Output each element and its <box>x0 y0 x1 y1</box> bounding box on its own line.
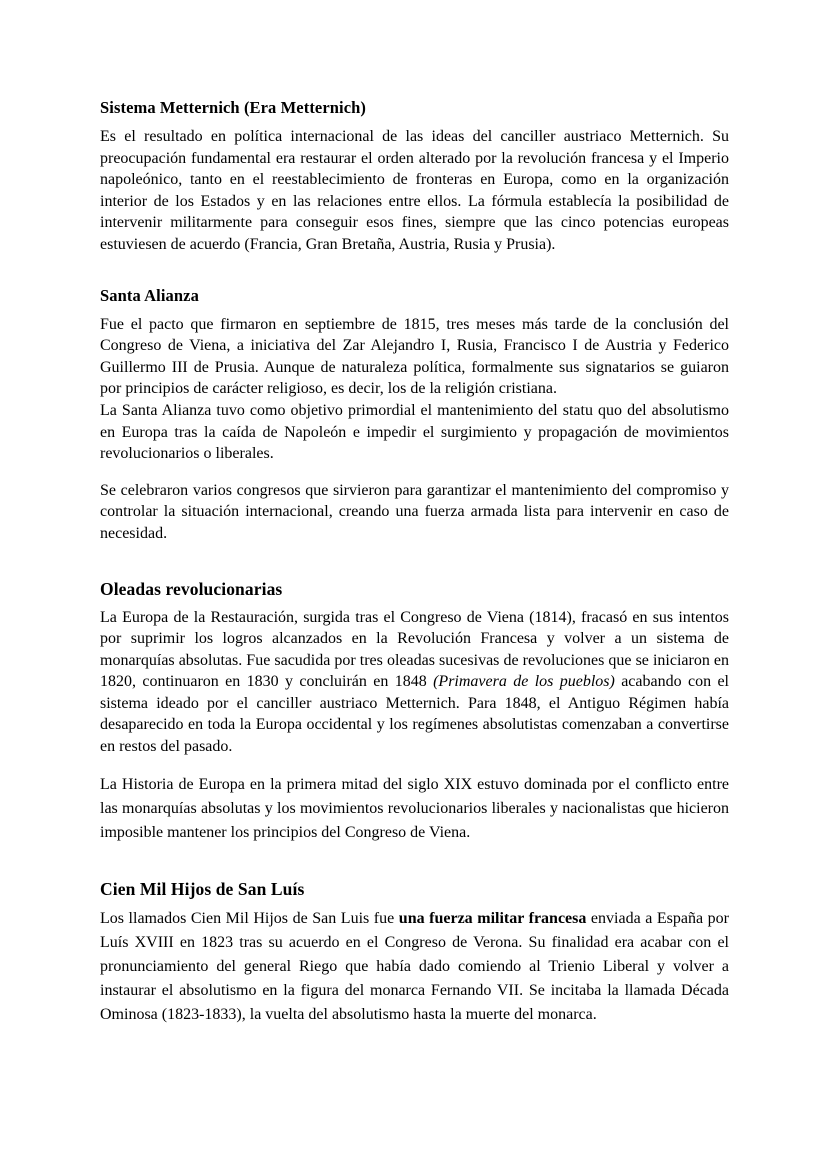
paragraph-oleadas-p2 <box>100 773 729 845</box>
spacer <box>100 118 729 126</box>
paragraph-cien-mil-p1 <box>100 907 729 1027</box>
text-run: enviada a España por Luís XVIII en 1823 tras su acuerdo en el Congreso de Verona. Su finalidad era acabar con el pronunciamiento del general Riego que había dado comiendo al Trienio Liberal y volver a instaurar el absolutismo en la figura del monarca Fernando VII. Se incitaba la llamada Década Ominosa (1823-1833), la vuelta del absolutismo hasta la muerte del monarca. <box>100 909 729 1023</box>
text-run: La Europa de la Restauración, surgida tras el Congreso de Viena (1814), fracasó en sus intentos por suprimir los logros alcanzados en la Revolución Francesa y volver a un sistema de monarquías absolutas. Fue sacudida por tres oleadas sucesivas de revoluciones que se iniciaron en 1820, continuaron en 1830 y concluirán en 1848 <box>100 608 729 691</box>
paragraph-oleadas-p1 <box>100 607 729 758</box>
section-heading-cien-mil-hijos-de-san-luis: Cien Mil Hijos de San Luís <box>100 878 305 899</box>
paragraph-santa-alianza-p3 <box>100 480 729 545</box>
section-heading-sistema-metternich: Sistema Metternich (Era Metternich) <box>100 98 367 117</box>
text-run: Se celebraron varios congresos que sirvieron para garantizar el mantenimiento del compromiso y controlar la situación internacional, creando una fuerza armada lista para intervenir en caso de necesidad. <box>100 481 729 542</box>
paragraph-santa-alianza-p1 <box>100 314 729 400</box>
paragraph-santa-alianza-p2 <box>100 400 729 465</box>
document-body <box>100 98 729 1027</box>
section-heading-oleadas-revolucionarias: Oleadas revolucionarias <box>100 578 283 599</box>
spacer <box>100 545 729 579</box>
spacer <box>100 256 729 286</box>
text-run: La Historia de Europa en la primera mitad del siglo XIX estuvo dominada por el conflicto entre las monarquías absolutas y los movimientos revolucionarios liberales y nacionalistas que hicieron imposible mantener los principios del Congreso de Viena. <box>100 775 729 841</box>
text-run: acabando con el sistema ideado por el canciller austriaco Metternich. Para 1848, el Antiguo Régimen había desaparecido en toda la Europa occidental y los regímenes absolutistas comenzaban a convertirse en restos del pasado. <box>100 673 729 756</box>
spacer <box>100 599 729 607</box>
text-run-italic: (Primavera de los pueblos) <box>433 673 615 691</box>
text-run: La Santa Alianza tuvo como objetivo primordial el mantenimiento del statu quo del absolutismo en Europa tras la caída de Napoleón e impedir el surgimiento y propagación de movimientos revolucionarios o liberales. <box>100 401 729 463</box>
text-run-bold: una fuerza militar francesa <box>398 909 587 927</box>
spacer <box>100 899 729 907</box>
spacer <box>100 758 729 773</box>
text-run: Es el resultado en política internacional de las ideas del canciller austriaco Metternich. Su preocupación fundamental era restaurar el orden alterado por la revolución francesa y el Imperio napoleónico, tanto en el reestablecimiento de fronteras en Europa, como en la organización interior de los Estados y en las relaciones entre ellos. La fórmula establecía la posibilidad de intervenir militarmente para conseguir esos fines, siempre que las cinco potencias europeas estuviesen de acuerdo (Francia, Gran Bretaña, Austria, Rusia y Prusia). <box>100 128 729 253</box>
paragraph-metternich-p1 <box>100 126 729 256</box>
spacer <box>100 845 729 879</box>
spacer <box>100 465 729 480</box>
spacer <box>100 306 729 314</box>
text-run: Los llamados Cien Mil Hijos de San Luis fue <box>100 909 399 927</box>
text-run: Fue el pacto que firmaron en septiembre de 1815, tres meses más tarde de la conclusión del Congreso de Viena, a iniciativa del Zar Alejandro I, Rusia, Francisco I de Austria y Federico Guillermo III de Prusia. Aunque de naturaleza política, formalmente sus signatarios se guiaron por principios de carácter religioso, es decir, los de la religión cristiana. <box>100 315 729 398</box>
section-heading-santa-alianza: Santa Alianza <box>100 285 199 305</box>
